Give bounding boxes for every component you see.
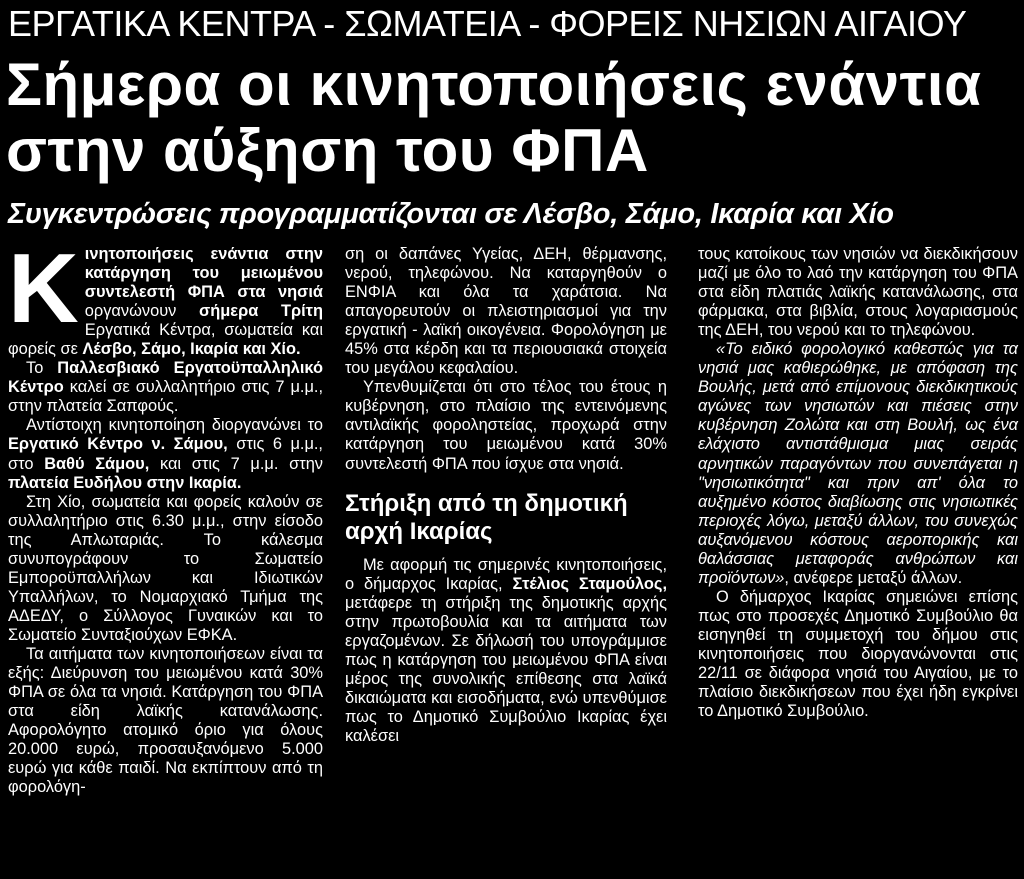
paragraph: τους κατοίκους των νησιών να διεκδικήσουν μαζί με όλο το λαό την κατάργηση του ΦΠΑ στα είδη πλατιάς λαϊκής κατανάλωσης, στα φάρμακα, στα βιβλία, στους λογαριασμούς της ΔΕΗ, του νερού και το τηλεφώνου. bbox=[698, 245, 1018, 340]
paragraph bbox=[8, 233, 323, 359]
text: Αντίστοιχη κινητοποίηση διοργανώνει το bbox=[26, 416, 323, 435]
paragraph: Τα αιτήματα των κινητοποιήσεων είναι τα εξής: Διεύρυνση του μειωμένου κατά 30% ΦΠΑ σε όλα τα νησιά. Κατάργηση του ΦΠΑ στα είδη λαϊκής κατανάλωσης. Αφορολόγητο ατομικό όριο για όλους 20.000 ευρώ, προσαυξανόμενο 5.000 ευρώ για κάθε παιδί. Να εκπίπτουν από τη φορολόγη- bbox=[8, 644, 323, 797]
text-bold: Στέλιος Σταμούλος, bbox=[512, 574, 667, 593]
paragraph: Στη Χίο, σωματεία και φορείς καλούν σε συλλαλητήριο στις 6.30 μ.μ., στην είσοδο της Απλωταριάς. Το κάλεσμα συνυπογράφουν το Σωματείο Εμποροϋπαλλήλων και Ιδιωτικών Υπαλλήλων, το Νομαρχιακό Τμήμα της ΑΔΕΔΥ, ο Σύλλογος Γυναικών και το Σωματείο Συνταξιούχων ΕΦΚΑ. bbox=[8, 492, 323, 644]
text-bold: ινητοποιήσεις ενάντια στην κατάργηση του μειωμένου συντελεστή ΦΠΑ στα νησιά bbox=[84, 245, 323, 302]
text-bold: Εργατικό Κέντρο ν. Σάμου, bbox=[8, 435, 228, 454]
drop-cap: Κ bbox=[8, 233, 79, 343]
text-bold: σήμερα Τρίτη bbox=[199, 302, 323, 321]
text-bold: πλατεία Ευδήλου στην Ικαρία. bbox=[8, 473, 242, 492]
crosshead: Στήριξη από τη δημοτική αρχή Ικαρίας bbox=[345, 489, 628, 545]
text: καλεί σε συλλαλητήριο στις 7 μ.μ., στην πλατεία Σαπφούς. bbox=[8, 378, 323, 416]
text-bold: Παλλεσβιακό Εργατοϋπαλληλικό Κέντρο bbox=[8, 359, 323, 397]
text: οργανώνουν bbox=[84, 302, 200, 321]
text: Το bbox=[26, 359, 58, 378]
paragraph bbox=[8, 416, 323, 492]
headline-line-1: Σήμερα οι κινητοποιήσεις ενάντια bbox=[6, 51, 982, 118]
paragraph: Ο δήμαρχος Ικαρίας σημειώνει επίσης πως στο προσεχές Δημοτικό Συμβούλιο θα εισηγηθεί τη συμμετοχή του δήμου στις κινητοποιήσεις που διοργανώνονται στις 22/11 σε διάφορα νησιά του Αιγαίου, με το πλαίσιο διεκδικήσεων που έχει ήδη εγκρίνει το Δημοτικό Συμβούλιο. bbox=[698, 587, 1018, 721]
kicker: ΕΡΓΑΤΙΚΑ ΚΕΝΤΡΑ - ΣΩΜΑΤΕΙΑ - ΦΟΡΕΙΣ ΝΗΣΙΩΝ ΑΙΓΑΙΟΥ bbox=[8, 3, 967, 44]
paragraph: Υπενθυμίζεται ότι στο τέλος του έτους η κυβέρνηση, στο πλαίσιο της εντεινόμενης αντιλαϊκής φοροληστείας, προχωρά στην κατάργηση του μειωμένου κατά 30% συντελεστή ΦΠΑ που ίσχυε στα νησιά. bbox=[345, 378, 667, 473]
text-bold: Βαθύ Σάμου, bbox=[44, 454, 150, 473]
text-bold: Λέσβο, Σάμο, Ικαρία και Χίο. bbox=[82, 340, 301, 359]
text: , ανέφερε μεταξύ άλλων. bbox=[784, 568, 963, 587]
article-column-3 bbox=[698, 245, 1018, 721]
subheadline: Συγκεντρώσεις προγραμματίζονται σε Λέσβο, Σάμο, Ικαρία και Χίο bbox=[8, 198, 894, 230]
text: και στις 7 μ.μ. στην bbox=[149, 454, 324, 473]
text: Με αφορμή τις σημερινές κινητοποιήσεις, ο δήμαρχος Ικαρίας, bbox=[345, 555, 667, 593]
paragraph bbox=[698, 340, 1018, 588]
article-column-1 bbox=[8, 233, 324, 797]
text: Εργατικά Κέντρα, σωματεία και φορείς σε bbox=[8, 321, 323, 359]
article-column-2 bbox=[345, 245, 667, 746]
paragraph bbox=[8, 359, 323, 416]
headline bbox=[6, 52, 1018, 184]
text: μετάφερε τη στήριξη της δημοτικής αρχής στην πρωτοβουλία και τα αιτήματα των εργαζομένων. Σε δήλωσή του υπογράμμισε πως η κατάργηση του μειωμένου ΦΠΑ είναι μέρος της συνολικής επίθεσης στα λαϊκά δικαιώματα και εισοδήματα, ενώ υπενθύμισε πως το Δημοτικό Συμβούλιο Ικαρίας έχει καλέσει bbox=[345, 593, 667, 745]
text: στις 6 μ.μ., στο bbox=[8, 435, 323, 473]
quote-text: «Το ειδικό φορολογικό καθεστώς για τα νησιά μας καθιερώθηκε, με απόφαση της Βουλής, μετά από επίμονους διεκδικητικούς αγώνες των νησιωτών και πιέσεις στην κυβέρνηση Ζολώτα και στη Βουλή, ως ένα ελάχιστο αντιστάθμισμα μιας σειράς αρνητικών παραγόντων που συνεπάγεται η "νησιωτικότητα" και πριν απ' όλα το αυξημένο κόστος διαβίωσης στις νησιωτικές περιοχές λόγω, μεταξύ άλλων, του συνεχώς αυξανόμενου κόστους αεροπορικής και θαλάσσιας μεταφοράς ανθρώπων και προϊόντων» bbox=[698, 340, 1018, 587]
paragraph bbox=[345, 556, 667, 746]
paragraph: ση οι δαπάνες Υγείας, ΔΕΗ, θέρμανσης, νερού, τηλεφώνου. Να καταργηθούν ο ΕΝΦΙΑ και όλα τα χαράτσια. Να απαγορευτούν οι πλειστηριασμοί για την εργατική - λαϊκή οικογένεια. Φορολόγηση με 45% στα κέρδη και τα περιουσιακά στοιχεία του μεγάλου κεφαλαίου. bbox=[345, 245, 667, 378]
headline-line-2: στην αύξηση του ΦΠΑ bbox=[6, 117, 649, 184]
